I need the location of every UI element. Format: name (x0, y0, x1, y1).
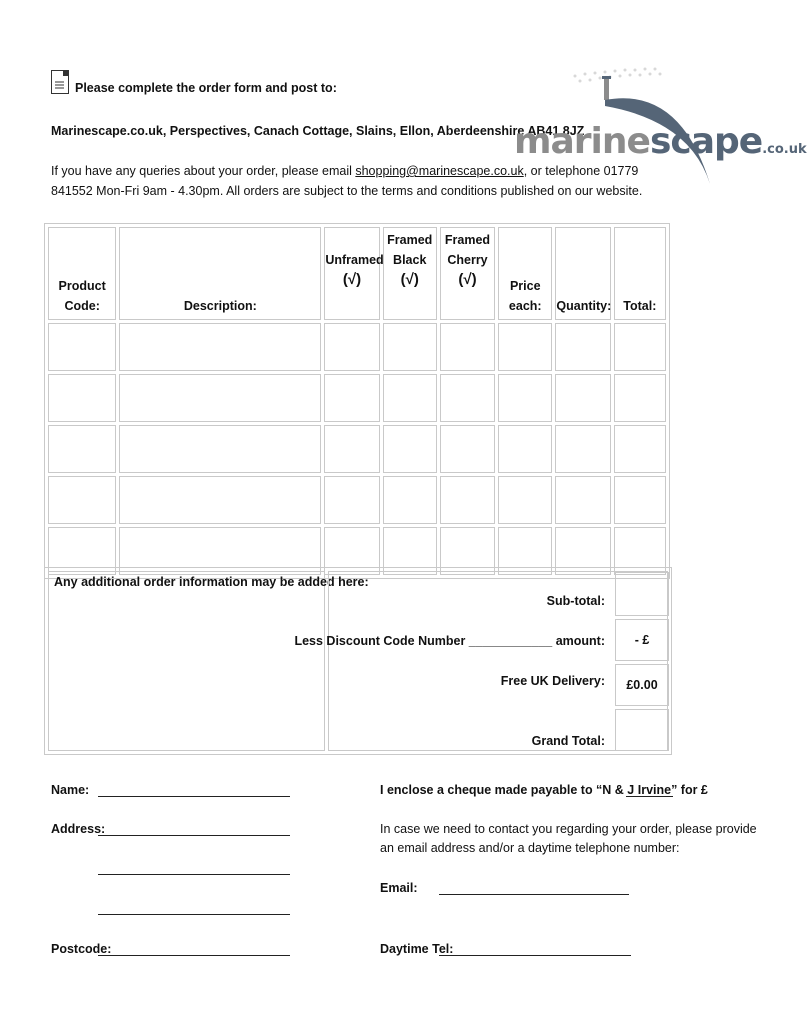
grand-total-label: Grand Total: (531, 734, 605, 748)
header-description: Description: (119, 227, 321, 320)
query-text-line2: 841552 Mon-Fri 9am - 4.30pm. All orders are subject to the terms and conditions published on our website. (51, 184, 643, 198)
name-label: Name: (51, 783, 90, 797)
discount-label: Less Discount Code Number ____________ amount: (294, 634, 605, 648)
cheque-label: I enclose a cheque made payable to “N & J Irvine” for £ (380, 783, 708, 797)
subtotal-cell[interactable] (615, 572, 669, 616)
quantity-cell[interactable] (555, 425, 610, 473)
table-row (48, 425, 666, 473)
grand-total-cell[interactable] (615, 709, 669, 751)
name-field[interactable] (98, 796, 290, 797)
header-product-code: Product Code: (48, 227, 116, 320)
price-cell[interactable] (498, 323, 552, 371)
table-header-row (48, 227, 666, 320)
totals-area (294, 571, 668, 751)
total-cell[interactable] (614, 374, 666, 422)
address-field-line2[interactable] (98, 874, 290, 875)
framed-cherry-cell[interactable] (440, 476, 495, 524)
product-code-cell[interactable] (48, 425, 116, 473)
framed-black-cell[interactable] (383, 476, 437, 524)
product-code-cell[interactable] (48, 323, 116, 371)
unframed-cell[interactable] (324, 425, 379, 473)
table-row (48, 476, 666, 524)
daytime-tel-label: Daytime Tel: (380, 942, 454, 956)
description-cell[interactable] (119, 425, 321, 473)
query-text-line1: If you have any queries about your order, please email shopping@marinescape.co.uk, or telephone 01779 (51, 164, 639, 178)
order-table (44, 223, 670, 579)
table-row (48, 374, 666, 422)
delivery-label: Free UK Delivery: (500, 674, 605, 688)
delivery-cell: £0.00 (615, 664, 669, 706)
framed-black-cell[interactable] (383, 425, 437, 473)
total-cell[interactable] (614, 476, 666, 524)
total-cell[interactable] (614, 425, 666, 473)
header-framed-cherry: Framed Cherry (√) (440, 227, 495, 320)
framed-black-cell[interactable] (383, 323, 437, 371)
email-label: Email: (380, 881, 418, 895)
header-unframed: Unframed (√) (324, 227, 379, 320)
header-framed-black: Framed Black (√) (383, 227, 437, 320)
email-link[interactable]: shopping@marinescape.co.uk (355, 164, 524, 178)
quantity-cell[interactable] (555, 476, 610, 524)
document-icon (51, 70, 69, 94)
cheque-amount-field[interactable] (626, 796, 673, 797)
total-cell[interactable] (614, 323, 666, 371)
framed-cherry-cell[interactable] (440, 323, 495, 371)
discount-cell[interactable]: - £ (615, 619, 669, 661)
address-label: Address: (51, 822, 106, 836)
header-price: Price each: (498, 227, 552, 320)
description-cell[interactable] (119, 323, 321, 371)
description-cell[interactable] (119, 374, 321, 422)
header-total: Total: (614, 227, 666, 320)
additional-info-label: Any additional order information may be added here: (54, 575, 369, 589)
framed-cherry-cell[interactable] (440, 425, 495, 473)
checkmark-icon: (√) (400, 271, 419, 288)
table-row (48, 323, 666, 371)
unframed-cell[interactable] (324, 374, 379, 422)
subtotal-label: Sub-total: (546, 594, 605, 608)
description-cell[interactable] (119, 476, 321, 524)
unframed-cell[interactable] (324, 476, 379, 524)
contact-text-line1: In case we need to contact you regarding your order, please provide (380, 822, 757, 836)
product-code-cell[interactable] (48, 374, 116, 422)
price-cell[interactable] (498, 476, 552, 524)
address-field-line1[interactable] (98, 835, 290, 836)
checkmark-icon: (√) (458, 271, 477, 288)
product-code-cell[interactable] (48, 476, 116, 524)
daytime-tel-field[interactable] (439, 955, 631, 956)
contact-text-line2: an email address and/or a daytime telephone number: (380, 841, 680, 855)
checkmark-icon: (√) (342, 271, 362, 288)
header-quantity: Quantity: (555, 227, 610, 320)
quantity-cell[interactable] (555, 374, 610, 422)
price-cell[interactable] (498, 425, 552, 473)
order-summary (44, 567, 672, 755)
instruction-text: Please complete the order form and post to: (75, 81, 337, 95)
email-field[interactable] (439, 894, 629, 895)
address-field-line3[interactable] (98, 914, 290, 915)
marinescape-logo (505, 66, 807, 188)
framed-black-cell[interactable] (383, 374, 437, 422)
framed-cherry-cell[interactable] (440, 374, 495, 422)
logo-wordmark: marinescape.co.uk (514, 121, 807, 162)
unframed-cell[interactable] (324, 323, 379, 371)
additional-info-box[interactable] (48, 571, 369, 751)
postcode-label: Postcode: (51, 942, 112, 956)
postcode-field[interactable] (98, 955, 290, 956)
price-cell[interactable] (498, 374, 552, 422)
postal-address: Marinescape.co.uk, Perspectives, Canach Cottage, Slains, Ellon, Aberdeenshire AB41 8JZ (51, 124, 585, 138)
quantity-cell[interactable] (555, 323, 610, 371)
